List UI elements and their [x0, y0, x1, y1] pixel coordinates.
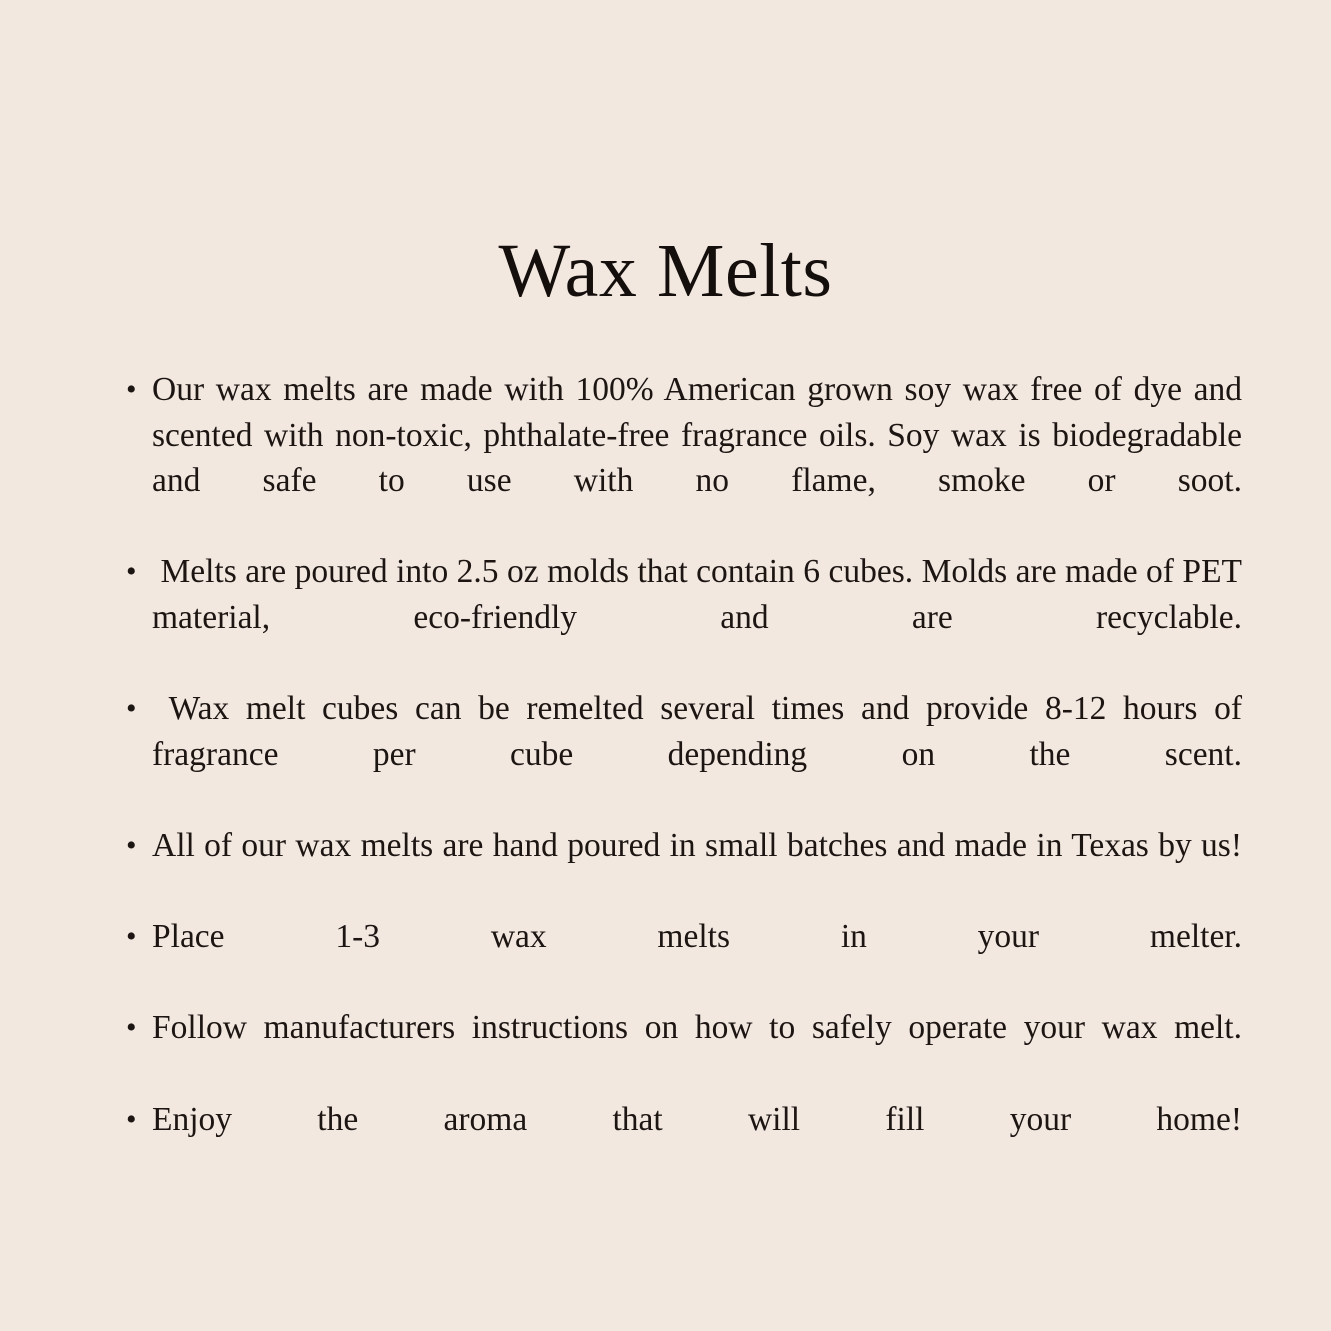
list-item-text: Melts are poured into 2.5 oz molds that contain 6 cubes. Molds are made of PET material, eco-friendly and are recyclable. — [152, 553, 1251, 636]
list-item — [126, 686, 1251, 823]
bullet-marker-icon: • — [126, 373, 137, 406]
list-item — [126, 914, 1242, 1005]
wax-melts-bullet-list — [126, 367, 1251, 1188]
bullet-marker-icon: • — [126, 920, 137, 954]
page-title: Wax Melts — [498, 228, 833, 313]
bullet-content-block — [126, 367, 1251, 1188]
list-item — [126, 1097, 1242, 1188]
list-item — [126, 367, 1251, 549]
bullet-marker-icon: • — [126, 555, 137, 589]
list-item-text: Wax melt cubes can be remelted several times and provide 8-12 hours of fragrance per cube depending on the scent. — [152, 690, 1251, 773]
bullet-marker-icon: • — [126, 828, 137, 862]
list-item — [126, 1005, 1242, 1096]
list-item-text: Follow manufacturers instructions on how to safely operate your wax melt. — [152, 1009, 1242, 1047]
list-item-text: All of our wax melts are hand poured in small batches and made in Texas by us! — [152, 826, 1242, 864]
list-item — [126, 549, 1251, 686]
list-item-text: Our wax melts are made with 100% American grown soy wax free of dye and scented with non-toxic, phthalate-free fragrance oils. Soy wax is biodegradable and safe to use with no flame, smoke or soot. — [152, 371, 1251, 500]
list-item-text: Enjoy the aroma that will fill your home! — [152, 1100, 1242, 1138]
bullet-marker-icon: • — [126, 692, 137, 726]
list-item — [126, 823, 1242, 914]
bullet-marker-icon: • — [126, 1011, 137, 1045]
list-item-text: Place 1-3 wax melts in your melter. — [152, 918, 1242, 956]
bullet-marker-icon: • — [126, 1102, 137, 1136]
